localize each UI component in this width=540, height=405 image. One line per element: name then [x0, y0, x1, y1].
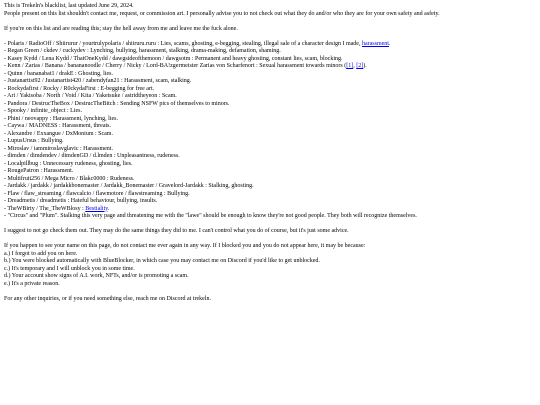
list-item: - Polaris / RadioOff / Shiirurur / yourtrulypolaris / shiiruru.ruru : Lies, scams, ghosting, e-begging, stealing, illegal sale of a character design I made, harassment. — [4, 40, 391, 47]
list-item: - RougePatron : Harassment. — [4, 168, 74, 174]
list-item: - Rockydafirst / Rocky / R0ckydaFirst : E-begging for free art. — [4, 85, 155, 92]
reason-item: a.) I forgot to add you on here. — [4, 250, 78, 257]
list-item: - Kasey Kydd / Lena Kydd / ThatOneKydd / dawgsideofthemoon / dawgsotm : Permanent and heavy ghosting, constant lies, scam, blocking. — [4, 55, 343, 62]
contact-warning: If you happen to see your name on this page, do not contact me ever again in any way. If I blocked you and you do not appear here, it may be because: — [4, 243, 366, 249]
list-item: - TheWBirty / The_TheWBlosy : Bestiality. — [4, 205, 110, 212]
list-item: - Localpillbug : Unnecessary rudeness, ghosting, lies. — [4, 160, 133, 167]
advice-note: I suggest to not go check them out. They may do the same things they did to me. I can't control what you do of course, but it's just some advice. — [4, 228, 349, 234]
warning-notice: If you're on this list and are reading this; stay the hell away from me and leave me the fuck alone. — [4, 25, 238, 32]
list-item: - LupusUrsus : Bullying. — [4, 138, 64, 144]
harassment-link[interactable]: harassment — [361, 40, 389, 47]
list-item: - Flaw / flaw_streaming / flawcalcio / flawmotore / flawstreaming : Bullying. — [4, 190, 190, 197]
reason-item: d.) Your account show signs of A.I. work, NFTs, and/or is promoting a scam. — [4, 273, 189, 279]
intro-line-2: People present on this list shouldn't contact me, request, or commission art. I personally advise you to not check out what they do and/or who they are for your own safety and asfety. — [4, 10, 440, 17]
list-item: - Kenn / Zarias / Banana / banananoodle / Cherry / Nicky / Lord-BA!zgermeister Zarias von Scharfenort : Sexual harassment towards minors ([1], [2]). — [4, 63, 367, 69]
list-item: - Ari / Yakisoba / North / Void / Kita / Yaketsuke / astridtheyeon : Scam. — [4, 93, 177, 99]
list-item: - Dreadmetis / dreadmetis : Hateful behaviour, bullying, insults. — [4, 198, 158, 204]
reference-link-1[interactable]: [1] — [346, 63, 354, 69]
list-item: - Regan Green / ckdev / cuckydev : Lynching, bullying, harassment, stalking, drama-making, defamation, shaming. — [4, 48, 281, 54]
bestiality-link[interactable]: Bestiality — [85, 205, 108, 212]
reasons-list — [4, 251, 536, 289]
footer-contact: For any other inquiries, or if you need something else, reach me on Discord at trekeln. — [4, 295, 211, 302]
blacklist — [4, 41, 536, 221]
list-item: - Justanartist92 / Justanartist420 / zabendyfan21 : Harassment, scam, stalking. — [4, 78, 192, 84]
list-item: - Alexandre / Exxangue / DxMonium : Scam. — [4, 130, 113, 137]
list-item: - dimden / dimdendev / dimdenGD / d.lmden : Unpleasantness, rudeness. — [4, 153, 180, 159]
list-item: - Multifruit256 / Mega Micro / Blakc0000 : Rudeness. — [4, 175, 135, 182]
list-item: - Spooky / infinite_object : Lies. — [4, 108, 82, 114]
list-item: - Phini / neovappy : Harassment, lynching, lies. — [4, 115, 118, 122]
list-item: - Pandora / DestrucTheBox / DestrucTheBitch : Sending NSFW pics of themselves to minors. — [4, 100, 230, 107]
list-item: - Quinn / bananabat1 / drakE : Ghosting, lies. — [4, 70, 113, 77]
list-item: - Caywa / MADNESS : Harassment, threats. — [4, 123, 111, 129]
list-item: - Jardakk / jardakk / jardakkbonemaster / Jardakk_Bonemaster / Gravelord-Jardakk : Stalking, ghosting. — [4, 183, 254, 189]
reason-item: b.) You were blocked automatically with BlueBlocker, in which case you may contact me on Discord if you'd like to get unblocked. — [4, 258, 320, 264]
list-item: - "Circus" and "Plum". Stalking this very page and threatening me with the "lawe" should be enough to know they're not good people. They both will recognize themselves. — [4, 213, 417, 219]
reference-link-2[interactable]: [2] — [356, 63, 364, 69]
list-item: - Miroslav / iammiroslavglavic : Harassment. — [4, 145, 113, 152]
reason-item: c.) It's temporary and I will unblock you in some time. — [4, 265, 135, 272]
reason-item: e.) It's a private reason. — [4, 280, 60, 287]
intro-line-1: This is Trekeln's blacklist, last updated June 29, 2024. — [4, 3, 134, 9]
